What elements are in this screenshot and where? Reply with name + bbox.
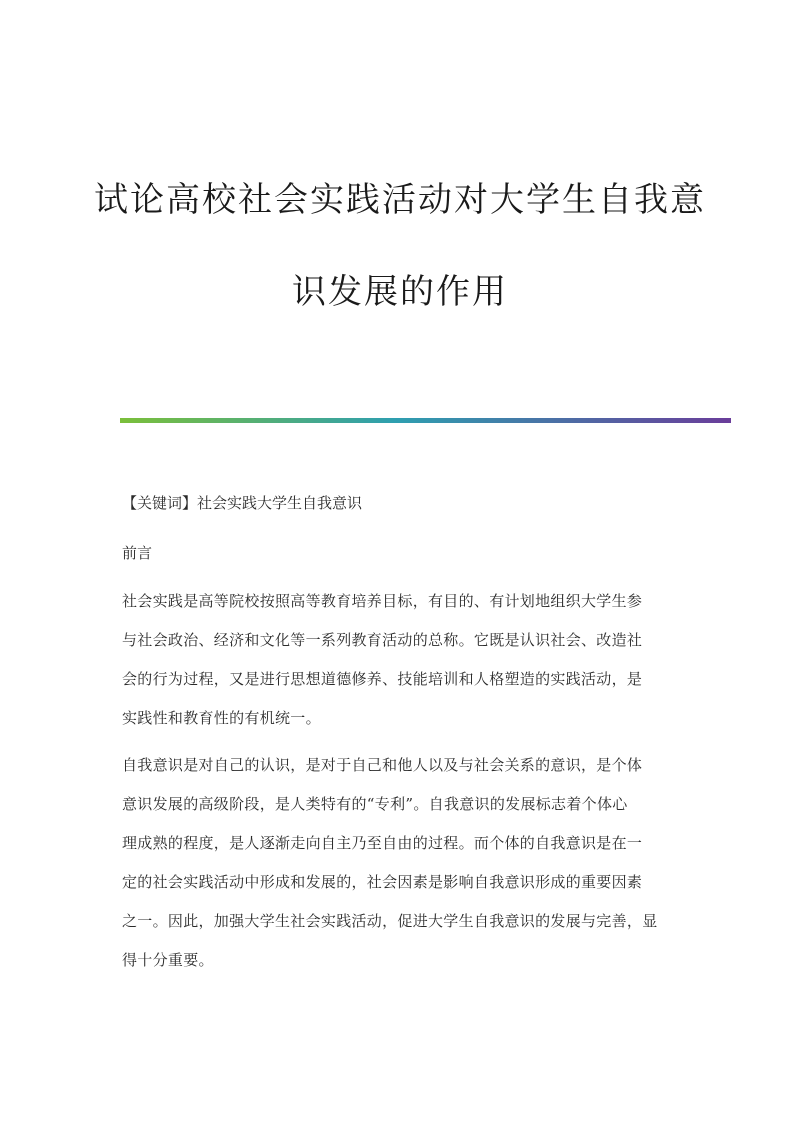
paragraph-line: 与社会政治、经济和文化等一系列教育活动的总称。它既是认识社会、改造社 bbox=[122, 631, 643, 649]
title-line-2: 识发展的作用 bbox=[292, 272, 508, 312]
paragraph-line: 社会实践是高等院校按照高等教育培养目标，有目的、有计划地组织大学生参 bbox=[122, 592, 643, 610]
paragraph-1 bbox=[122, 582, 682, 738]
paragraph-line: 意识发展的高级阶段，是人类特有的“专利”。自我意识的发展标志着个体心 bbox=[122, 795, 628, 813]
paragraph-2 bbox=[122, 746, 682, 980]
keywords-label: 【关键词】 bbox=[122, 494, 198, 512]
preface-heading: 前言 bbox=[122, 544, 153, 562]
paragraph-line: 定的社会实践活动中形成和发展的，社会因素是影响自我意识形成的重要因素 bbox=[122, 873, 643, 891]
paragraph-line: 之一。因此，加强大学生社会实践活动，促进大学生自我意识的发展与完善，显 bbox=[122, 912, 658, 930]
gradient-divider bbox=[120, 418, 731, 423]
title-line-1: 试论高校社会实践活动对大学生自我意 bbox=[94, 180, 706, 220]
keywords-line bbox=[122, 488, 682, 518]
paragraph-line: 自我意识是对自己的认识，是对于自己和他人以及与社会关系的意识，是个体 bbox=[122, 756, 643, 774]
paragraph-line: 实践性和教育性的有机统一。 bbox=[122, 709, 321, 727]
paragraph-line: 会的行为过程，又是进行思想道德修养、技能培训和人格塑造的实践活动，是 bbox=[122, 670, 643, 688]
document-body bbox=[122, 488, 682, 980]
paragraph-line: 理成熟的程度，是人逐渐走向自主乃至自由的过程。而个体的自我意识是在一 bbox=[122, 834, 643, 852]
keywords-text: 社会实践大学生自我意识 bbox=[197, 494, 363, 512]
paragraph-line: 得十分重要。 bbox=[122, 951, 214, 969]
document-title bbox=[0, 180, 800, 312]
